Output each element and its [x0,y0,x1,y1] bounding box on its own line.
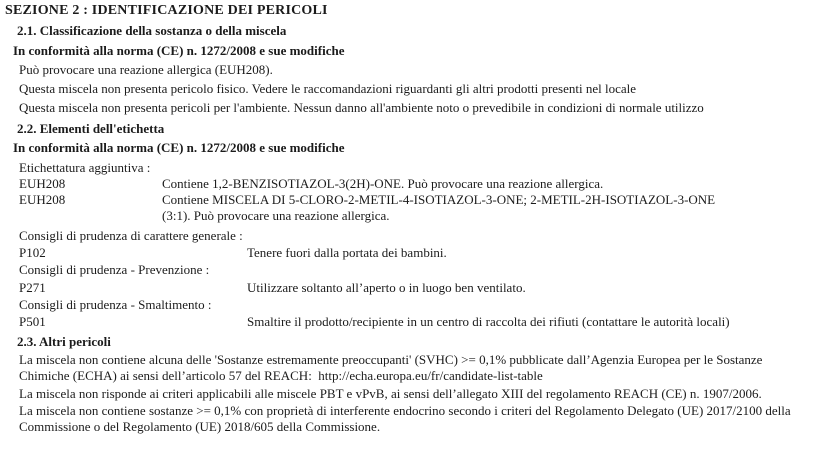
subsection-2-3-heading: 2.3. Altri pericoli [17,334,111,349]
conformity-note-2-1: In conformità alla norma (CE) n. 1272/2008 e sue modifiche [13,43,345,58]
euh-text: Contiene 1,2-BENZISOTIAZOL-3(2H)-ONE. Può provocare una reazione allergica. [162,176,604,191]
hazard-statement-line: Può provocare una reazione allergica (EUH208). [19,62,273,77]
euh-statement-row [19,176,831,192]
precaution-group-label: Consigli di prudenza - Smaltimento : [19,297,212,312]
additional-labelling-label: Etichettatura aggiuntiva : [19,160,151,175]
precaution-text: Tenere fuori dalla portata dei bambini. [247,245,447,260]
subsection-2-1-heading: 2.1. Classificazione della sostanza o della miscela [17,23,287,38]
euh-code: EUH208 [19,192,66,207]
precaution-group-label: Consigli di prudenza - Prevenzione : [19,262,210,277]
precaution-text: Utilizzare soltanto all’aperto o in luogo ben ventilato. [247,280,526,295]
precaution-code: P102 [19,245,46,260]
subsection-2-2-heading: 2.2. Elementi dell'etichetta [17,121,165,136]
precaution-code: P271 [19,280,46,295]
other-hazards-paragraph: La miscela non risponde ai criteri applicabili alle miscele PBT e vPvB, ai sensi dell’allegato XIII del regolamento REACH (CE) n. 1907/2006. [19,386,762,401]
precaution-code: P501 [19,314,46,329]
other-hazards-paragraph: La miscela non contiene sostanze >= 0,1% con proprietà di interferente endocrino secondo i criteri del Regolamento Delegato (UE) 2017/2100 della Commissione o del Regolamento (UE) 2018/605 della Commissione. [19,403,794,434]
precaution-row [19,245,831,261]
precaution-row [19,314,831,330]
conformity-note-2-2: In conformità alla norma (CE) n. 1272/2008 e sue modifiche [13,140,345,155]
euh-code: EUH208 [19,176,66,191]
euh-statement-row [19,192,831,224]
precaution-text: Smaltire il prodotto/recipiente in un centro di raccolta dei rifiuti (contattare le autorità locali) [247,314,730,329]
hazard-statement-line: Questa miscela non presenta pericolo fisico. Vedere le raccomandazioni riguardanti gli altri prodotti presenti nel locale [19,81,637,96]
precaution-row [19,280,831,296]
other-hazards-paragraph: La miscela non contiene alcuna delle 'Sostanze estremamente preoccupanti' (SVHC) >= 0,1% pubblicate dall’Agenzia Europea per le Sostanze Chimiche (ECHA) ai sensi dell’articolo 57 del REACH: http://echa.europa.eu/fr/candidate-list-table [19,352,766,383]
section-2-title: SEZIONE 2 : IDENTIFICAZIONE DEI PERICOLI [5,3,328,18]
precaution-group-label: Consigli di prudenza di carattere generale : [19,228,243,243]
euh-text: Contiene MISCELA DI 5-CLORO-2-METIL-4-ISOTIAZOL-3-ONE; 2-METIL-2H-ISOTIAZOL-3-ONE (3:1). Può provocare una reazione allergica. [162,192,719,223]
hazard-statement-line: Questa miscela non presenta pericoli per l'ambiente. Nessun danno all'ambiente noto o prevedibile in condizioni di normale utilizzo [19,100,704,115]
